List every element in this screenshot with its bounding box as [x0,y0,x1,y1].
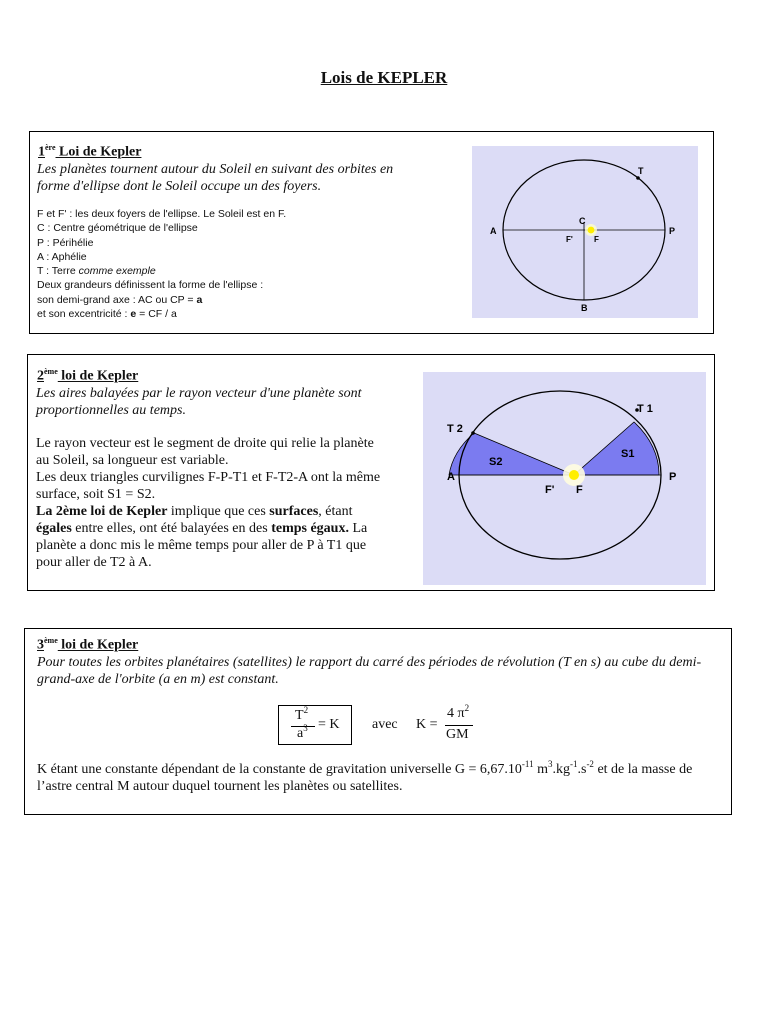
law3-title: 3ème loi de Kepler [37,636,139,653]
law1-statement: Les planètes tournent autour du Soleil en suivant des orbites en forme d'ellipse dont le Soleil occupe un des foyers. [37,162,394,194]
sun-icon [569,470,579,480]
label-T2: T 2 [447,423,463,435]
kepler-formula-box [278,705,352,745]
law2-para-conclusion: La 2ème loi de Kepler implique que ces surfaces, étant égales entre elles, ont été balayées en des temps égaux. La planète a donc mis le même temps pour aller de P à T1 que pour aller de T2 à A. [36,504,368,570]
law1-line-demi-axe: son demi-grand axe : AC ou CP = a [37,293,203,306]
law1-line-terre: T : Terre comme exemple [37,265,156,278]
law2-title: 2ème loi de Kepler [37,367,139,384]
law2-para-triangles: Les deux triangles curvilignes F-P-T1 et F-T2-A ont la même surface, soit S1 = S2. [36,470,381,502]
law2-para-rayon: Le rayon vecteur est le segment de droite qui relie la planète au Soleil, sa longueur est variable. [36,436,374,468]
label-F-prime: F' [566,235,573,244]
law1-line-foyers: F et F' : les deux foyers de l'ellipse. Le Soleil est en F. [37,208,287,220]
label-S2: S2 [489,456,503,468]
areas-diagram [423,372,706,585]
label-B: B [581,303,588,313]
law1-title [38,143,141,161]
label-S1: S1 [621,448,635,460]
page-title: Lois de KEPLER [320,68,448,87]
law1-line-aphelie: A : Aphélie [37,250,87,263]
label-F-prime: F' [545,484,555,496]
label-T: T [638,166,644,176]
law1-title-sup: ère [45,143,56,152]
formula-avec: avec [372,717,398,732]
diagram-background [472,146,698,318]
law1-line-centre: C : Centre géométrique de l'ellipse [37,222,198,235]
formula-K-fraction-bar [445,725,473,726]
formula-K-equals: K = [416,717,438,732]
law1-line-excentricite: et son excentricité : e = CF / a [37,308,177,321]
T2-marker [471,431,475,435]
law2-statement: Les aires balayées par le rayon vecteur d'une planète sont proportionnelles au temps. [36,386,362,418]
formula-K-denominator: GM [446,727,469,742]
formula-equals-K: = K [318,717,340,732]
sun-icon [588,227,595,234]
law1-title-text: Loi de Kepler [55,144,142,160]
label-A: A [490,226,497,236]
label-T1: T 1 [637,403,653,415]
law3-statement: Pour toutes les orbites planétaires (satellites) le rapport du carré des périodes de révolution (T en s) au cube du demi-grand-axe de l'orbite (a en m) est constant. [37,655,702,687]
formula-denominator: $a^3$ [297,723,308,741]
label-C: C [579,216,586,226]
formula-numerator: $T^2$ [295,705,309,723]
law1-title-number: 1 [38,144,45,160]
law1-line-perihelie: P : Périhélie [37,236,94,249]
ellipse-diagram [472,146,698,318]
formula-K-numerator: 4 $\pi^2$ [447,703,470,721]
law3-section [24,628,732,815]
earth-marker [636,176,640,180]
label-F: F [576,484,583,496]
law1-legend [37,207,286,321]
law3-conclusion: K étant une constante dépendant de la constante de gravitation universelle $G = 6,67.10^{-11}$ $m^3.kg^{-1}.s^{-2}$ et de la masse de l’astre central M autour duquel tournent les planètes ou satellites. [37,759,693,794]
law2-body [36,435,386,571]
label-F: F [594,235,599,244]
label-P: P [669,471,677,483]
law1-line-grandeurs: Deux grandeurs définissent la forme de l'ellipse : [37,279,264,292]
label-A: A [447,471,455,483]
label-P: P [669,226,676,236]
law1-section [29,131,714,334]
law2-section [27,354,715,591]
